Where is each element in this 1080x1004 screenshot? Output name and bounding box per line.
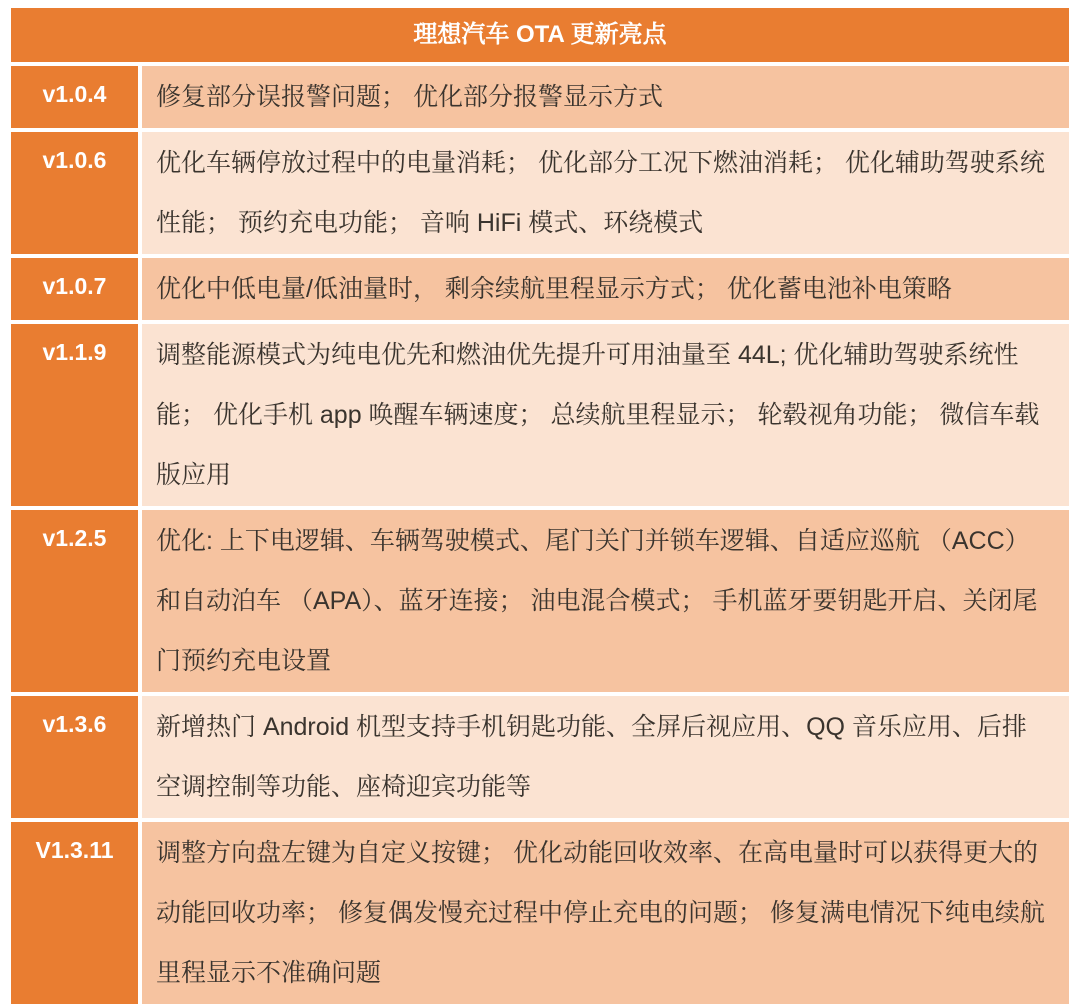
ota-update-table	[11, 8, 1069, 1004]
table-row	[11, 132, 1069, 254]
version-cell: v1.3.6	[11, 696, 138, 818]
table-row	[11, 696, 1069, 818]
table-row	[11, 258, 1069, 320]
version-cell: v1.0.6	[11, 132, 138, 254]
version-cell: V1.3.11	[11, 822, 138, 1004]
version-cell: v1.2.5	[11, 510, 138, 692]
description-cell: 修复部分误报警问题； 优化部分报警显示方式	[142, 66, 1069, 128]
table-row	[11, 324, 1069, 506]
description-cell: 优化车辆停放过程中的电量消耗； 优化部分工况下燃油消耗； 优化辅助驾驶系统性能； 预约充电功能； 音响 HiFi 模式、环绕模式	[142, 132, 1069, 254]
table-body	[11, 66, 1069, 1004]
version-cell: v1.0.7	[11, 258, 138, 320]
description-cell: 调整能源模式为纯电优先和燃油优先提升可用油量至 44L; 优化辅助驾驶系统性能； 优化手机 app 唤醒车辆速度； 总续航里程显示； 轮毂视角功能； 微信车载版应用	[142, 324, 1069, 506]
description-cell: 调整方向盘左键为自定义按键； 优化动能回收效率、在高电量时可以获得更大的动能回收功率； 修复偶发慢充过程中停止充电的问题； 修复满电情况下纯电续航里程显示不准确问题	[142, 822, 1069, 1004]
table-title: 理想汽车 OTA 更新亮点	[11, 8, 1069, 62]
description-cell: 优化中低电量/低油量时， 剩余续航里程显示方式； 优化蓄电池补电策略	[142, 258, 1069, 320]
version-cell: v1.1.9	[11, 324, 138, 506]
table-row	[11, 822, 1069, 1004]
version-cell: v1.0.4	[11, 66, 138, 128]
table-row	[11, 66, 1069, 128]
table-row	[11, 510, 1069, 692]
description-cell: 新增热门 Android 机型支持手机钥匙功能、全屏后视应用、QQ 音乐应用、后排空调控制等功能、座椅迎宾功能等	[142, 696, 1069, 818]
description-cell: 优化: 上下电逻辑、车辆驾驶模式、尾门关门并锁车逻辑、自适应巡航 （ACC）和自动泊车 （APA）、蓝牙连接； 油电混合模式； 手机蓝牙要钥匙开启、关闭尾门预约充电设置	[142, 510, 1069, 692]
